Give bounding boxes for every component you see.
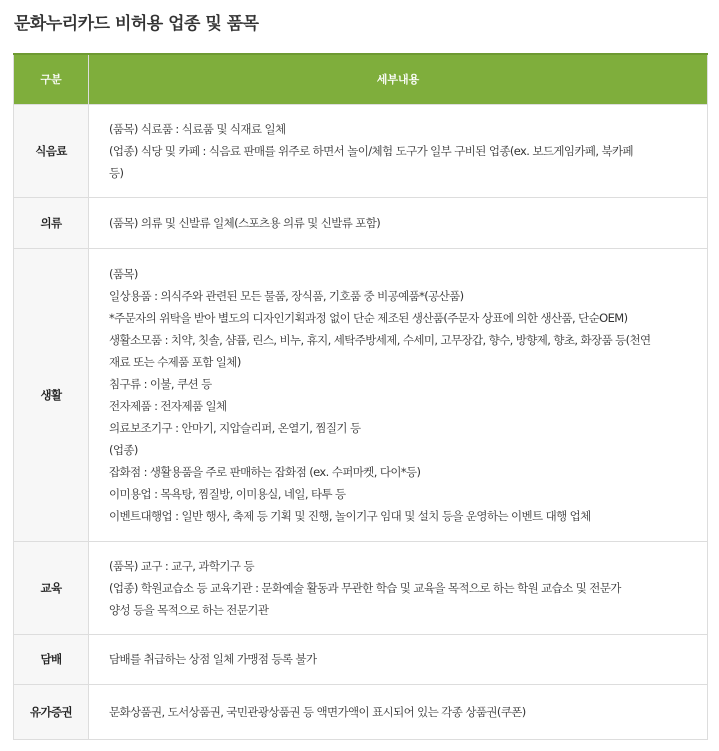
row-details xyxy=(89,634,708,684)
detail-line: 양성 등을 목적으로 하는 전문기관 xyxy=(109,602,269,617)
detail-line: 재료 또는 수제품 포함 일체) xyxy=(109,354,241,369)
detail-line: 전자제품 : 전자제품 일체 xyxy=(109,398,227,413)
table-row xyxy=(14,197,708,248)
detail-line: 의료보조기구 : 안마기, 지압슬리퍼, 온열기, 찜질기 등 xyxy=(109,420,361,435)
page-title: 문화누리카드 비허용 업종 및 품목 xyxy=(14,14,259,34)
row-details xyxy=(89,684,708,739)
detail-line: (업종) xyxy=(109,442,138,457)
table-row xyxy=(14,684,708,739)
detail-line: 등) xyxy=(109,165,124,180)
detail-line: (품목) xyxy=(109,266,138,281)
detail-line: (품목) 의류 및 신발류 일체(스포츠용 의류 및 신발류 포함) xyxy=(109,215,381,230)
table-row xyxy=(14,634,708,684)
detail-line: (업종) 식당 및 카페 : 식음료 판매를 위주로 하면서 놀이/체험 도구가 일부 구비된 업종(ex. 보드게임카페, 북카페 xyxy=(109,143,634,158)
detail-line: 문화상품권, 도서상품권, 국민관광상품권 등 액면가액이 표시되어 있는 각종 상품권(쿠폰) xyxy=(109,704,526,719)
detail-line: (품목) 교구 : 교구, 과학기구 등 xyxy=(109,558,254,573)
detail-line: 잡화점 : 생활용품을 주로 판매하는 잡화점 (ex. 수퍼마켓, 다이*등) xyxy=(109,464,421,479)
row-category: 교육 xyxy=(14,541,89,634)
detail-line: 담배를 취급하는 상점 일체 가맹점 등록 불가 xyxy=(109,652,317,666)
table-row xyxy=(14,248,708,541)
detail-line: 일상용품 : 의식주와 관련된 모든 물품, 장식품, 기호품 중 비공예품*(공산품) xyxy=(109,288,464,303)
table-row xyxy=(14,104,708,197)
row-details xyxy=(89,104,708,197)
header-category: 구분 xyxy=(14,54,89,104)
detail-line: 이벤트대행업 : 일반 행사, 축제 등 기획 및 진행, 놀이기구 임대 및 설치 등을 운영하는 이벤트 대행 업체 xyxy=(109,508,591,523)
detail-line: 침구류 : 이불, 쿠션 등 xyxy=(109,376,212,391)
detail-line: *주문자의 위탁을 받아 별도의 디자인기획과정 없이 단순 제조된 생산품(주문자 상표에 의한 생산품, 단순OEM) xyxy=(109,310,628,325)
table-row xyxy=(14,541,708,634)
detail-line: 생활소모품 : 치약, 칫솔, 샴퓸, 린스, 비누, 휴지, 세탁주방세제, 수세미, 고무장갑, 향수, 방향제, 향초, 화장품 등(천연 xyxy=(109,332,651,347)
row-category: 유가증권 xyxy=(14,684,89,739)
row-details xyxy=(89,197,708,248)
detail-line: (품목) 식료품 : 식료품 및 식재료 일체 xyxy=(109,121,286,136)
detail-line: (업종) 학원교습소 등 교육기관 : 문화예술 활동과 무관한 학습 및 교육을 목적으로 하는 학원 교습소 및 전문가 xyxy=(109,580,621,595)
row-category: 담배 xyxy=(14,634,89,684)
table-header-row xyxy=(14,54,708,104)
row-details xyxy=(89,248,708,541)
row-details xyxy=(89,541,708,634)
detail-line: 이미용업 : 목욕탕, 찜질방, 이미용실, 네일, 타투 등 xyxy=(109,486,346,501)
header-details: 세부내용 xyxy=(89,54,708,104)
row-category: 의류 xyxy=(14,197,89,248)
row-category: 식음료 xyxy=(14,104,89,197)
restriction-table xyxy=(13,53,708,740)
row-category: 생활 xyxy=(14,248,89,541)
